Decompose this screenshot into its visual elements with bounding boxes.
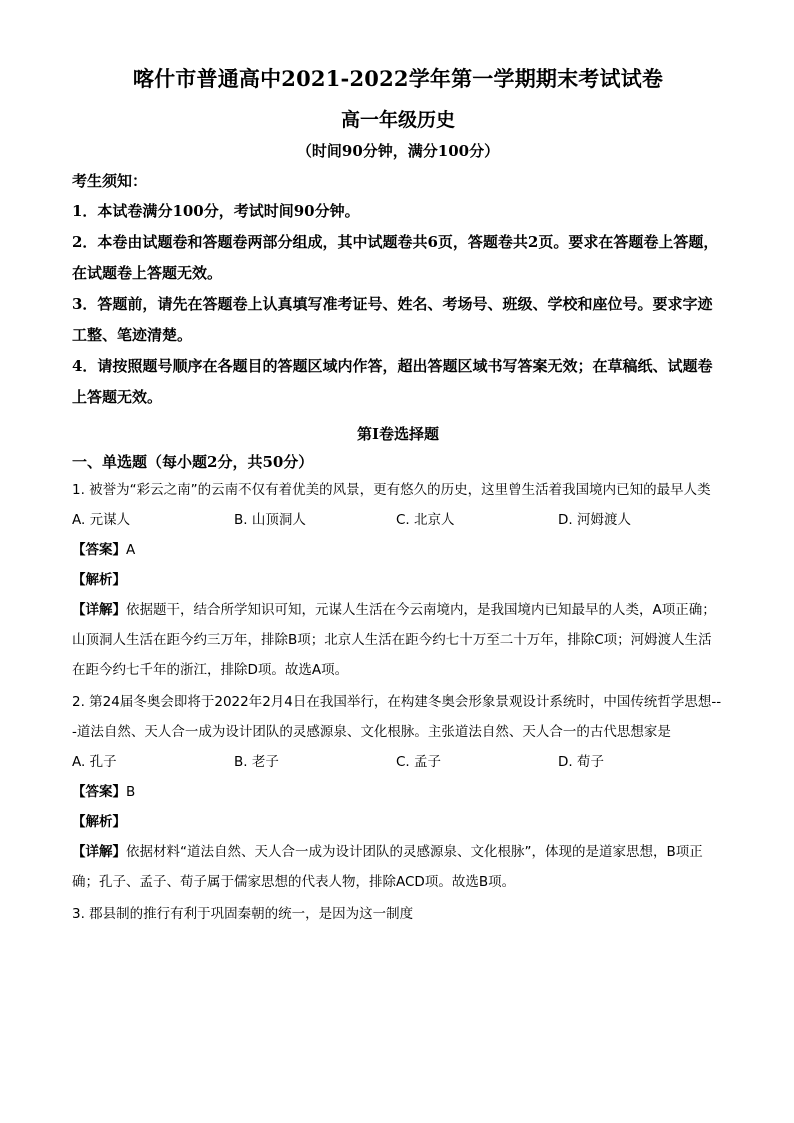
option-d: D. 河姆渡人	[558, 512, 631, 528]
analysis-label: 【解析】	[72, 814, 126, 830]
options-row	[72, 747, 724, 777]
option-b: B. 山顶洞人	[234, 512, 306, 528]
notice-item-4: 4．请按照题号顺序在各题目的答题区域内作答，超出答题区域书写答案无效；在草稿纸、试题卷上答题无效。	[72, 357, 713, 406]
notice-item-3: 3．答题前，请先在答题卷上认真填写准考证号、姓名、考场号、班级、学校和座位号。要求字迹工整、笔迹清楚。	[72, 295, 713, 344]
exam-page	[72, 64, 724, 929]
question-stem: 1. 被誉为“彩云之南”的云南不仅有着优美的风景，更有悠久的历史，这里曾生活着我国境内已知的最早人类	[72, 482, 711, 498]
detail-label: 【详解】	[72, 602, 126, 618]
option-a: A. 孔子	[72, 754, 117, 770]
option-a: A. 元谋人	[72, 512, 131, 528]
exam-title: 喀什市普通高中2021-2022学年第一学期期末考试试卷	[132, 66, 664, 91]
question-1	[72, 475, 724, 685]
option-d: D. 荀子	[558, 754, 604, 770]
notice-title: 考生须知：	[72, 172, 148, 190]
answer-line	[72, 535, 724, 565]
detail-paragraph	[72, 595, 724, 685]
answer-label: 【答案】	[72, 542, 126, 558]
exam-subtitle: 高一年级历史	[340, 109, 455, 131]
detail-text: 依据题干，结合所学知识可知，元谋人生活在今云南境内，是我国境内已知最早的人类，A项正确；山顶洞人生活在距今约三万年，排除B项；北京人生活在距今约七十万至二十万年，排除C项；河姆渡人生活在距今约七千年的浙江，排除D项。故选A项。	[72, 602, 716, 678]
options-row	[72, 505, 724, 535]
question-3	[72, 899, 724, 929]
notice-item-1: 1．本试卷满分100分，考试时间90分钟。	[72, 202, 360, 220]
detail-text: 依据材料“道法自然、天人合一成为设计团队的灵感源泉、文化根脉”，体现的是道家思想，B项正确；孔子、孟子、荀子属于儒家思想的代表人物，排除ACD项。故选B项。	[72, 844, 703, 890]
section-title: 第Ⅰ卷选择题	[356, 425, 440, 443]
detail-label: 【详解】	[72, 844, 126, 860]
answer-line	[72, 777, 724, 807]
part-title: 一、单选题（每小题2分，共50分）	[72, 453, 314, 471]
analysis-line	[72, 565, 724, 595]
notice-item-2: 2．本卷由试题卷和答题卷两部分组成，其中试题卷共6页，答题卷共2页。要求在答题卷上答题，在试题卷上答题无效。	[72, 233, 719, 282]
answer-value: A	[126, 542, 136, 558]
option-c: C. 北京人	[396, 512, 455, 528]
analysis-label: 【解析】	[72, 572, 126, 588]
answer-value: B	[126, 784, 136, 800]
option-b: B. 老子	[234, 754, 279, 770]
option-c: C. 孟子	[396, 754, 442, 770]
exam-meta: （时间90分钟，满分100分）	[296, 142, 500, 160]
question-stem: 2. 第24届冬奥会即将于2022年2月4日在我国举行，在构建冬奥会形象景观设计系统时，中国传统哲学思想---道法自然、天人合一成为设计团队的灵感源泉、文化根脉。主张道法自然、天人合一的古代思想家是	[72, 694, 722, 740]
notice-list	[72, 196, 724, 413]
question-2	[72, 687, 724, 897]
detail-paragraph	[72, 837, 724, 897]
question-stem: 3. 郡县制的推行有利于巩固秦朝的统一，是因为这一制度	[72, 906, 414, 922]
analysis-line	[72, 807, 724, 837]
answer-label: 【答案】	[72, 784, 126, 800]
